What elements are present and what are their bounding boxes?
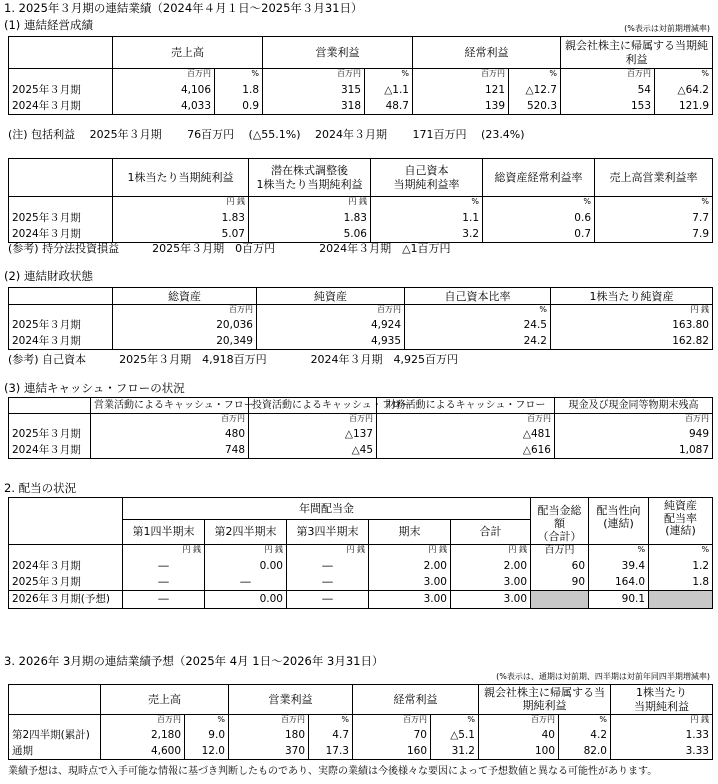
row-label: 2025年３月期	[9, 427, 91, 443]
cell: 315	[263, 83, 365, 99]
unit: %	[649, 544, 713, 558]
unit: %	[595, 197, 713, 211]
cell: 7.9	[595, 227, 713, 243]
table-row	[9, 427, 713, 443]
cell: 1.83	[113, 211, 249, 227]
cell: 949	[555, 427, 713, 443]
unit: 円 銭	[451, 544, 531, 558]
col-q2: 第2四半期末	[205, 519, 287, 544]
dividends-table	[8, 497, 713, 609]
unit: %	[559, 715, 611, 728]
cell: △616	[377, 443, 555, 459]
row-label: 2025年３月期	[9, 211, 113, 227]
row-label: 第2四半期(累計)	[9, 728, 101, 744]
unit: 百万円	[113, 305, 257, 318]
cell: ―	[205, 574, 287, 590]
unit: 百万円	[353, 715, 431, 728]
cell: 90.1	[589, 590, 649, 608]
cell: 12.0	[185, 744, 229, 760]
cell: 480	[91, 427, 249, 443]
unit: 円 銭	[287, 544, 369, 558]
cell: 1.8	[649, 574, 713, 590]
cell: 100	[479, 744, 559, 760]
unit: 百万円	[229, 715, 309, 728]
col-total-dividends: 配当金総額 （合計）	[531, 498, 589, 545]
row-label: 2026年３月期(予想)	[9, 590, 123, 608]
cell: 4,106	[113, 83, 215, 99]
section1-title: 1. 2025年３月期の連結業績（2024年４月１日～2025年３月31日）	[4, 1, 363, 15]
col-sales: 売上高	[113, 37, 263, 69]
col-bps: 1株当たり純資産	[551, 288, 713, 305]
forecast-title: 3. 2026年 3月期の連結業績予想（2025年 4月 1日～2026年 3月31日）	[4, 654, 384, 668]
cell: 520.3	[509, 99, 561, 115]
cell: 1.83	[249, 211, 371, 227]
col-net-income: 親会社株主に帰属する当期純利益	[561, 37, 713, 69]
forecast-percent-note: (%表示は、通期は対前期、四半期は対前年同四半期増減率)	[496, 672, 710, 681]
cell: 4,033	[113, 99, 215, 115]
unit: %	[589, 544, 649, 558]
unit: 百万円	[413, 69, 509, 83]
unit: 百万円	[249, 414, 377, 427]
equity-capital-note: (参考) 自己資本 2025年３月期 4,918百万円 2024年３月期 4,925百万円	[8, 353, 459, 366]
col-total-assets: 総資産	[113, 288, 257, 305]
cell: 2,180	[101, 728, 185, 744]
cell: 160	[353, 744, 431, 760]
col-financing-cf: 財務活動によるキャッシュ・フロー	[377, 398, 555, 414]
cell: 1.1	[371, 211, 483, 227]
percent-note: (%表示は対前期増減率)	[624, 24, 710, 33]
col-cash-balance: 現金及び現金同等物期末残高	[555, 398, 713, 414]
col-q3: 第3四半期末	[287, 519, 369, 544]
col-eps: 1株当たり当期純利益	[113, 159, 249, 197]
table-row	[9, 83, 713, 99]
cell: 40	[479, 728, 559, 744]
cell: 180	[229, 728, 309, 744]
unit: 円 銭	[249, 197, 371, 211]
unit: 円 銭	[123, 544, 205, 558]
unit: %	[309, 715, 353, 728]
cell: ―	[287, 574, 369, 590]
row-label: 2024年３月期	[9, 227, 113, 243]
cash-flow-table	[8, 397, 713, 459]
col-net-assets: 純資産	[257, 288, 405, 305]
cell: 39.4	[589, 558, 649, 574]
cell: 3.2	[371, 227, 483, 243]
cell: 5.07	[113, 227, 249, 243]
cell: 7.7	[595, 211, 713, 227]
cell: 70	[353, 728, 431, 744]
cell: 0.00	[205, 590, 287, 608]
row-label: 2025年３月期	[9, 83, 113, 99]
cell: 0.6	[483, 211, 595, 227]
col-net-income: 親会社株主に帰属する当期純利益	[479, 685, 611, 715]
unit: 百万円	[101, 715, 185, 728]
col-op-income: 営業利益	[229, 685, 353, 715]
cell-shaded	[649, 590, 713, 608]
col-op-income: 営業利益	[263, 37, 413, 69]
cell: 24.2	[405, 334, 551, 350]
cell: 4.2	[559, 728, 611, 744]
cell: 24.5	[405, 318, 551, 334]
cell: 0.00	[205, 558, 287, 574]
forecast-table	[8, 684, 713, 760]
cell: △5.1	[431, 728, 479, 744]
cell: 54	[561, 83, 655, 99]
section3-subtitle: (3) 連結キャッシュ・フローの状況	[4, 381, 185, 395]
col-sales: 売上高	[101, 685, 229, 715]
col-diluted-eps: 潜在株式調整後 1株当たり当期純利益	[249, 159, 371, 197]
unit: %	[509, 69, 561, 83]
cell: 1.2	[649, 558, 713, 574]
cell: 121	[413, 83, 509, 99]
cell: 748	[91, 443, 249, 459]
cell: 162.82	[551, 334, 713, 350]
cell: 20,349	[113, 334, 257, 350]
unit: %	[655, 69, 713, 83]
row-label: 2024年３月期	[9, 334, 113, 350]
cell: △137	[249, 427, 377, 443]
cell: 60	[531, 558, 589, 574]
table-row	[9, 574, 713, 590]
unit: 円 銭	[113, 197, 249, 211]
cell: 4,600	[101, 744, 185, 760]
col-investing-cf: 投資活動によるキャッシュ・フロー	[249, 398, 377, 414]
cell: 1.8	[215, 83, 263, 99]
cell: △64.2	[655, 83, 713, 99]
unit: 百万円	[531, 544, 589, 558]
col-roe: 自己資本 当期純利益率	[371, 159, 483, 197]
col-doe: 純資産 配当率 (連結)	[649, 498, 713, 545]
cell: 121.9	[655, 99, 713, 115]
cell: 48.7	[365, 99, 413, 115]
col-ord-income: 経常利益	[413, 37, 561, 69]
forecast-footer-note: 業績予想は、現時点で入手可能な情報に基づき判断したものであり、実際の業績は今後様々な要因によって予想数値と異なる可能性があります。	[8, 766, 658, 777]
row-label: 2025年３月期	[9, 574, 123, 590]
cell: △45	[249, 443, 377, 459]
cell: 3.33	[611, 744, 713, 760]
cell: △12.7	[509, 83, 561, 99]
comprehensive-income-note: (注) 包括利益 2025年３月期 76百万円 (△55.1%) 2024年３月期 171百万円 (23.4%)	[8, 128, 525, 141]
table-row	[9, 227, 713, 243]
cell: 82.0	[559, 744, 611, 760]
equity-method-note: (参考) 持分法投資損益 2025年３月期 0百万円 2024年３月期 △1百万円	[8, 242, 451, 255]
cell: 5.06	[249, 227, 371, 243]
cell: 9.0	[185, 728, 229, 744]
unit: %	[405, 305, 551, 318]
table-row	[9, 558, 713, 574]
cell: 139	[413, 99, 509, 115]
unit: 百万円	[113, 69, 215, 83]
cell: △481	[377, 427, 555, 443]
col-total: 合計	[451, 519, 531, 544]
col-q1: 第1四半期末	[123, 519, 205, 544]
unit: %	[371, 197, 483, 211]
table-row	[9, 443, 713, 459]
cell: 3.00	[369, 590, 451, 608]
cell-shaded	[531, 590, 589, 608]
cell: 4,924	[257, 318, 405, 334]
cell: 3.00	[451, 590, 531, 608]
cell: ―	[123, 590, 205, 608]
table-row	[9, 99, 713, 115]
col-year-end: 期末	[369, 519, 451, 544]
cell: 2.00	[451, 558, 531, 574]
cell: 90	[531, 574, 589, 590]
unit: 円 銭	[611, 715, 713, 728]
cell: 17.3	[309, 744, 353, 760]
table-row	[9, 728, 713, 744]
cell: ―	[287, 590, 369, 608]
row-label: 2024年３月期	[9, 443, 91, 459]
unit: %	[215, 69, 263, 83]
cell: 20,036	[113, 318, 257, 334]
section1-subtitle: (1) 連結経営成績	[4, 18, 93, 32]
cell: 370	[229, 744, 309, 760]
col-operating-cf: 営業活動によるキャッシュ・フロー	[91, 398, 249, 414]
table-row	[9, 590, 713, 608]
unit: %	[483, 197, 595, 211]
row-label: 2025年３月期	[9, 318, 113, 334]
unit: %	[431, 715, 479, 728]
table-row	[9, 318, 713, 334]
unit: 百万円	[257, 305, 405, 318]
col-eps: 1株当たり 当期純利益	[611, 685, 713, 715]
cell: △1.1	[365, 83, 413, 99]
row-label: 2024年３月期	[9, 99, 113, 115]
operating-results-table	[8, 36, 713, 115]
col-equity-ratio: 自己資本比率	[405, 288, 551, 305]
unit: 百万円	[561, 69, 655, 83]
cell: 153	[561, 99, 655, 115]
cell: 3.00	[369, 574, 451, 590]
cell: 318	[263, 99, 365, 115]
cell: 1,087	[555, 443, 713, 459]
cell: 3.00	[451, 574, 531, 590]
col-ord-income: 経常利益	[353, 685, 479, 715]
unit: 円 銭	[205, 544, 287, 558]
cell: ―	[123, 574, 205, 590]
cell: 1.33	[611, 728, 713, 744]
cell: 0.7	[483, 227, 595, 243]
cell: 4,935	[257, 334, 405, 350]
col-roa: 総資産経常利益率	[483, 159, 595, 197]
row-label: 通期	[9, 744, 101, 760]
cell: ―	[287, 558, 369, 574]
table-row	[9, 211, 713, 227]
unit: %	[185, 715, 229, 728]
cell: ―	[123, 558, 205, 574]
table-row	[9, 334, 713, 350]
cell: 31.2	[431, 744, 479, 760]
row-label: 2024年３月期	[9, 558, 123, 574]
cell: 163.80	[551, 318, 713, 334]
unit: 百万円	[263, 69, 365, 83]
annual-dividend-header: 年間配当金	[123, 498, 531, 520]
table-row	[9, 744, 713, 760]
section2-subtitle: (2) 連結財政状態	[4, 269, 93, 283]
col-op-margin: 売上高営業利益率	[595, 159, 713, 197]
col-payout-ratio: 配当性向 (連結)	[589, 498, 649, 545]
unit: 百万円	[479, 715, 559, 728]
cell: 2.00	[369, 558, 451, 574]
unit: %	[365, 69, 413, 83]
per-share-table	[8, 158, 713, 243]
unit: 百万円	[555, 414, 713, 427]
unit: 円 銭	[369, 544, 451, 558]
cell: 164.0	[589, 574, 649, 590]
unit: 百万円	[91, 414, 249, 427]
unit: 円 銭	[551, 305, 713, 318]
financial-position-table	[8, 287, 713, 350]
unit: 百万円	[377, 414, 555, 427]
cell: 4.7	[309, 728, 353, 744]
section-dividends-title: 2. 配当の状況	[4, 481, 77, 495]
cell: 0.9	[215, 99, 263, 115]
